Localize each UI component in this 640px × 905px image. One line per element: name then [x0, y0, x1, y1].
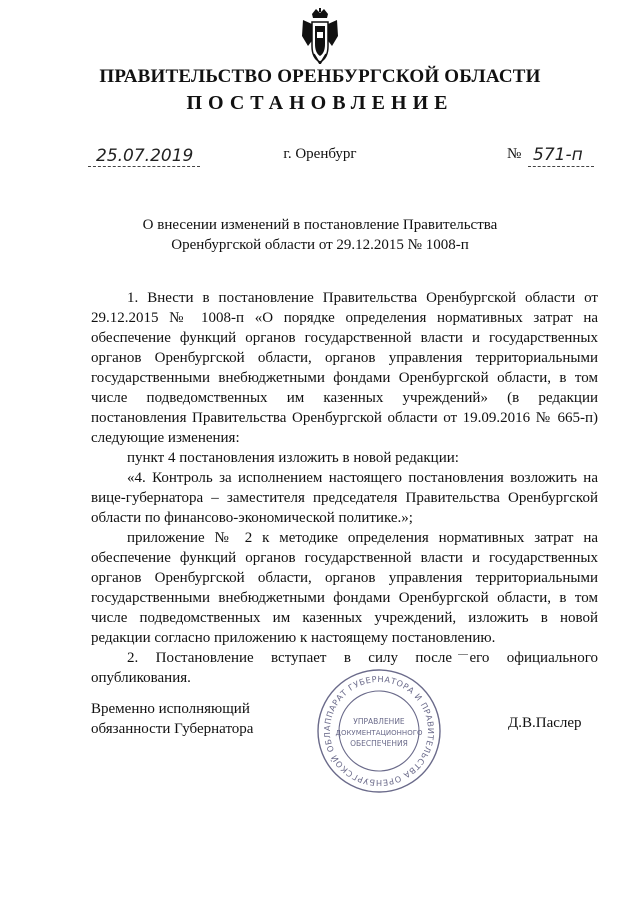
document-city: г. Оренбург — [283, 146, 357, 162]
document-type: ПОСТАНОВЛЕНИЕ — [186, 92, 454, 114]
document-subject — [0, 215, 640, 255]
document-date: 25.07.2019 — [96, 146, 194, 166]
signatory-position — [91, 699, 253, 739]
separator-mark — [458, 654, 468, 655]
official-stamp — [316, 668, 442, 794]
body-paragraph-4: приложение № 2 к методике определения нормативных затрат на обеспечение функций органов государственной власти и государственных органов Оренбургской области, органов управления территориальными государственными внебюджетными фондами Оренбургской области, в том числе подведомственных им казенных учреждений, изложить в новой редакции согласно приложению к настоящему постановлению. — [91, 530, 598, 646]
organization-name: ПРАВИТЕЛЬСТВО ОРЕНБУРГСКОЙ ОБЛАСТИ — [99, 66, 541, 87]
coat-of-arms-icon — [300, 8, 340, 64]
number-underline — [528, 166, 594, 167]
subject-line-2: Оренбургской области от 29.12.2015 № 1008-п — [171, 237, 469, 253]
signatory-name: Д.В.Паслер — [508, 715, 582, 731]
stamp-ring-text: АППАРАТ ГУБЕРНАТОРА И ПРАВИТЕЛЬСТВА ОРЕНБУРГСКОЙ ОБЛ — [321, 673, 437, 789]
body-paragraph-5: 2. Постановление вступает в силу после его официального опубликования. — [91, 650, 598, 686]
number-sign: № — [507, 146, 522, 162]
body-paragraph-3: «4. Контроль за исполнением настоящего постановления возложить на вице-губернатора – заместителя председателя Правительства Оренбургской области по финансово-экономической политике.»; — [91, 470, 598, 526]
date-underline — [88, 166, 200, 167]
signatory-position-line-1: Временно исполняющий — [91, 701, 250, 717]
subject-line-1: О внесении изменений в постановление Правительства — [142, 217, 498, 233]
stamp-center-line-1: УПРАВЛЕНИЕ — [353, 717, 405, 726]
body-paragraph-2: пункт 4 постановления изложить в новой редакции: — [127, 450, 459, 466]
document-number: 571-п — [533, 145, 583, 165]
stamp-center-line-3: ОБЕСПЕЧЕНИЯ — [350, 739, 408, 748]
body-paragraph-1: 1. Внести в постановление Правительства Оренбургской области от 29.12.2015 № 1008-п «О порядке определения нормативных затрат на обеспечение функций органов государственной власти и государственных органов Оренбургской области, органов управления территориальными государственными внебюджетными фондами Оренбургской области, в том числе подведомственных им казенных учреждений» (в редакции постановления Правительства Оренбургской области от 19.09.2016 № 665-п) следующие изменения: — [91, 290, 598, 446]
signatory-position-line-2: обязанности Губернатора — [91, 721, 254, 737]
stamp-center-line-2: ДОКУМЕНТАЦИОННОГО — [335, 729, 423, 737]
document-body — [91, 288, 598, 688]
